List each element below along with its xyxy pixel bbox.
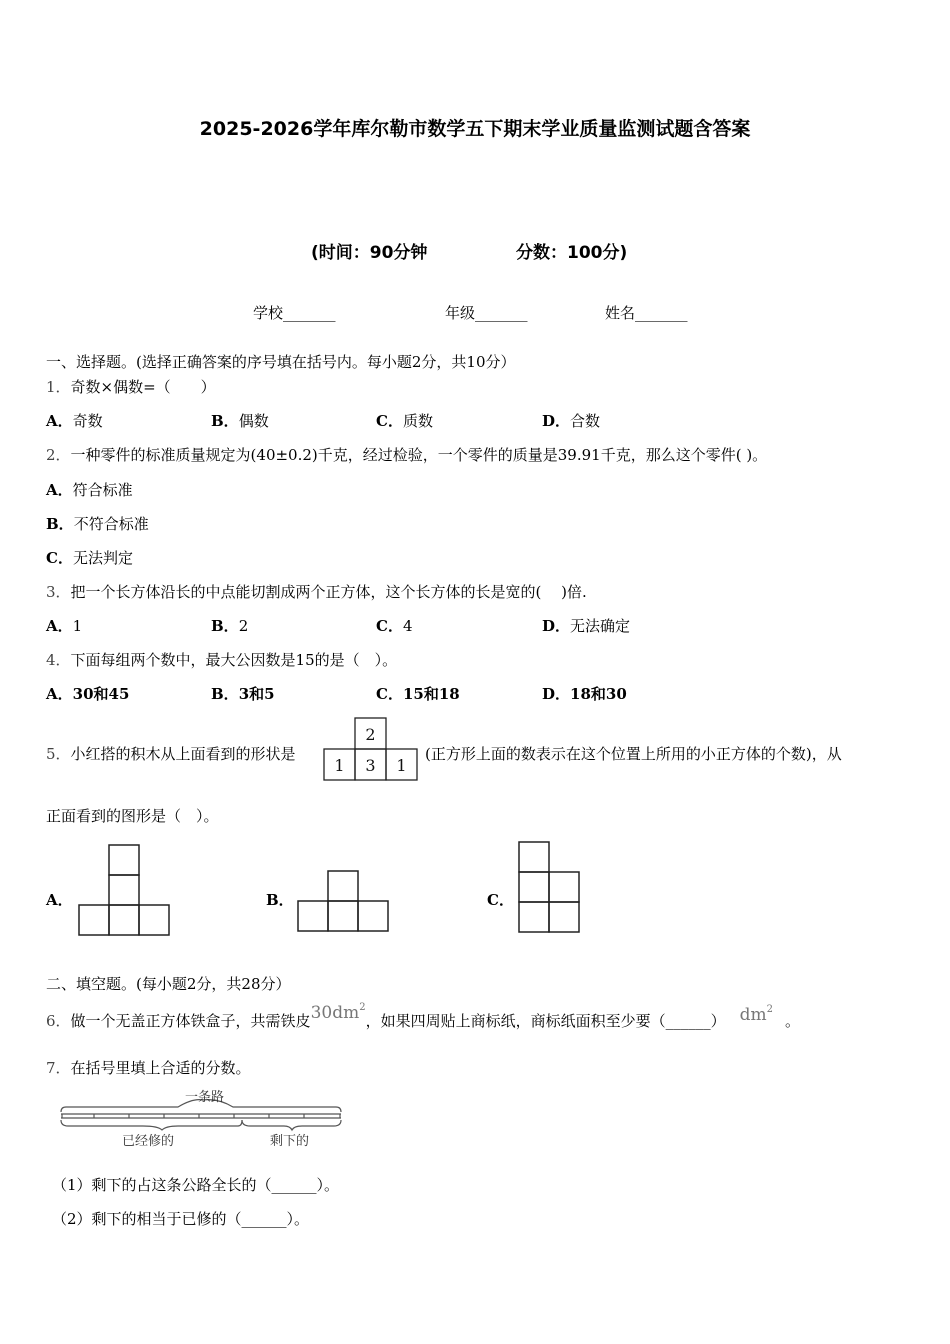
question-number: 1． bbox=[46, 378, 71, 396]
grid-cell-top: 2 bbox=[365, 725, 376, 744]
q4-option-a: A．30和45 bbox=[46, 685, 130, 703]
q5-option-a-figure bbox=[78, 844, 170, 937]
question-text: 把一个长方体沿长的中点能切割成两个正方体，这个长方体的长是宽的( )倍. bbox=[70, 583, 587, 601]
q5-option-b-label: B． bbox=[266, 891, 294, 909]
question-2 bbox=[46, 444, 767, 465]
q3-option-a: A．1 bbox=[46, 617, 83, 635]
q3-option-c: C．4 bbox=[376, 617, 413, 635]
question-1 bbox=[46, 376, 216, 397]
question-number: 4． bbox=[46, 651, 71, 669]
q5-option-b-figure bbox=[297, 870, 389, 933]
question-5-line2: 正面看到的图形是（ ）。 bbox=[46, 807, 219, 825]
question-text: 奇数×偶数=（ ） bbox=[70, 378, 216, 396]
road-diagram bbox=[58, 1090, 344, 1152]
question-number: 7． bbox=[46, 1059, 71, 1077]
section1-header: 一、选择题。(选择正确答案的序号填在括号内。每小题2分，共10分） bbox=[46, 353, 516, 371]
q5-option-c-figure bbox=[518, 841, 581, 934]
question-number: 6． bbox=[46, 1012, 71, 1030]
q3-option-b: B．2 bbox=[211, 617, 249, 635]
road-built-label: 已经修的 bbox=[122, 1134, 175, 1149]
question-number: 2． bbox=[46, 446, 71, 464]
question-7-sub-1: （1）剩下的占这条公路全长的（______）。 bbox=[52, 1176, 340, 1194]
q2-option-a: A．符合标准 bbox=[46, 481, 133, 499]
question-number: 5． bbox=[46, 745, 71, 763]
exam-time: (时间：90分钟 bbox=[311, 243, 428, 263]
question-5 bbox=[46, 743, 296, 764]
grid-cell-left: 1 bbox=[334, 756, 345, 775]
q2-option-b: B．不符合标准 bbox=[46, 515, 149, 533]
q1-option-c: C．质数 bbox=[376, 412, 433, 430]
grade-field: 年级_______ bbox=[445, 304, 528, 322]
question-7-sub-2: （2）剩下的相当于已修的（______）。 bbox=[52, 1210, 310, 1228]
q5-option-c-label: C． bbox=[487, 891, 514, 909]
exam-score: 分数：100分) bbox=[516, 243, 628, 263]
page-title: 2025-2026学年库尔勒市数学五下期末学业质量监测试题含答案 bbox=[199, 118, 751, 140]
name-field: 姓名_______ bbox=[605, 304, 688, 322]
question-text: 做一个无盖正方体铁盒子，共需铁皮 bbox=[70, 1012, 311, 1030]
question-text: 在括号里填上合适的分数。 bbox=[70, 1059, 251, 1077]
question-7 bbox=[46, 1057, 251, 1078]
road-remaining-label: 剩下的 bbox=[270, 1134, 310, 1149]
q3-option-d: D．无法确定 bbox=[542, 617, 631, 635]
q1-option-b: B．偶数 bbox=[211, 412, 269, 430]
q2-option-c: C．无法判定 bbox=[46, 549, 133, 567]
question-4 bbox=[46, 649, 397, 670]
question-text: 一种零件的标准质量规定为(40±0.2)千克，经过检验，一个零件的质量是39.91千克，那么这个零件( )。 bbox=[70, 446, 768, 464]
grid-cell-middle: 3 bbox=[365, 756, 376, 775]
q4-option-c: C．15和18 bbox=[376, 685, 460, 703]
area-unit: $dm^2$ bbox=[739, 1004, 773, 1025]
grid-cell-right: 1 bbox=[396, 756, 407, 775]
section2-header: 二、填空题。(每小题2分，共28分） bbox=[46, 975, 291, 993]
question-number: 3． bbox=[46, 583, 71, 601]
question-text: 小红搭的积木从上面看到的形状是 bbox=[70, 745, 296, 763]
school-field: 学校_______ bbox=[253, 304, 336, 322]
question-3 bbox=[46, 581, 587, 602]
q5-option-a-label: A． bbox=[46, 891, 73, 909]
question-text-2: ，如果四周贴上商标纸，商标纸面积至少要（______） bbox=[365, 1012, 726, 1030]
q1-option-a: A．奇数 bbox=[46, 412, 103, 430]
q4-option-d: D．18和30 bbox=[542, 685, 627, 703]
road-top-label: 一条路 bbox=[185, 1090, 225, 1105]
question-6: 6．做一个无盖正方体铁盒子，共需铁皮$30dm^2$，如果四周贴上商标纸，商标纸面积至少要（______） $dm^2$。 bbox=[46, 1002, 800, 1030]
area-value: $30dm^2$ bbox=[310, 1002, 366, 1023]
top-view-grid bbox=[323, 717, 419, 781]
q4-option-b: B．3和5 bbox=[211, 685, 275, 703]
question-text: 下面每组两个数中，最大公因数是15的是（ ）。 bbox=[70, 651, 398, 669]
question-5-continued: (正方形上面的数表示在这个位置上所用的小正方体的个数)，从 bbox=[425, 745, 842, 763]
q1-option-d: D．合数 bbox=[542, 412, 601, 430]
